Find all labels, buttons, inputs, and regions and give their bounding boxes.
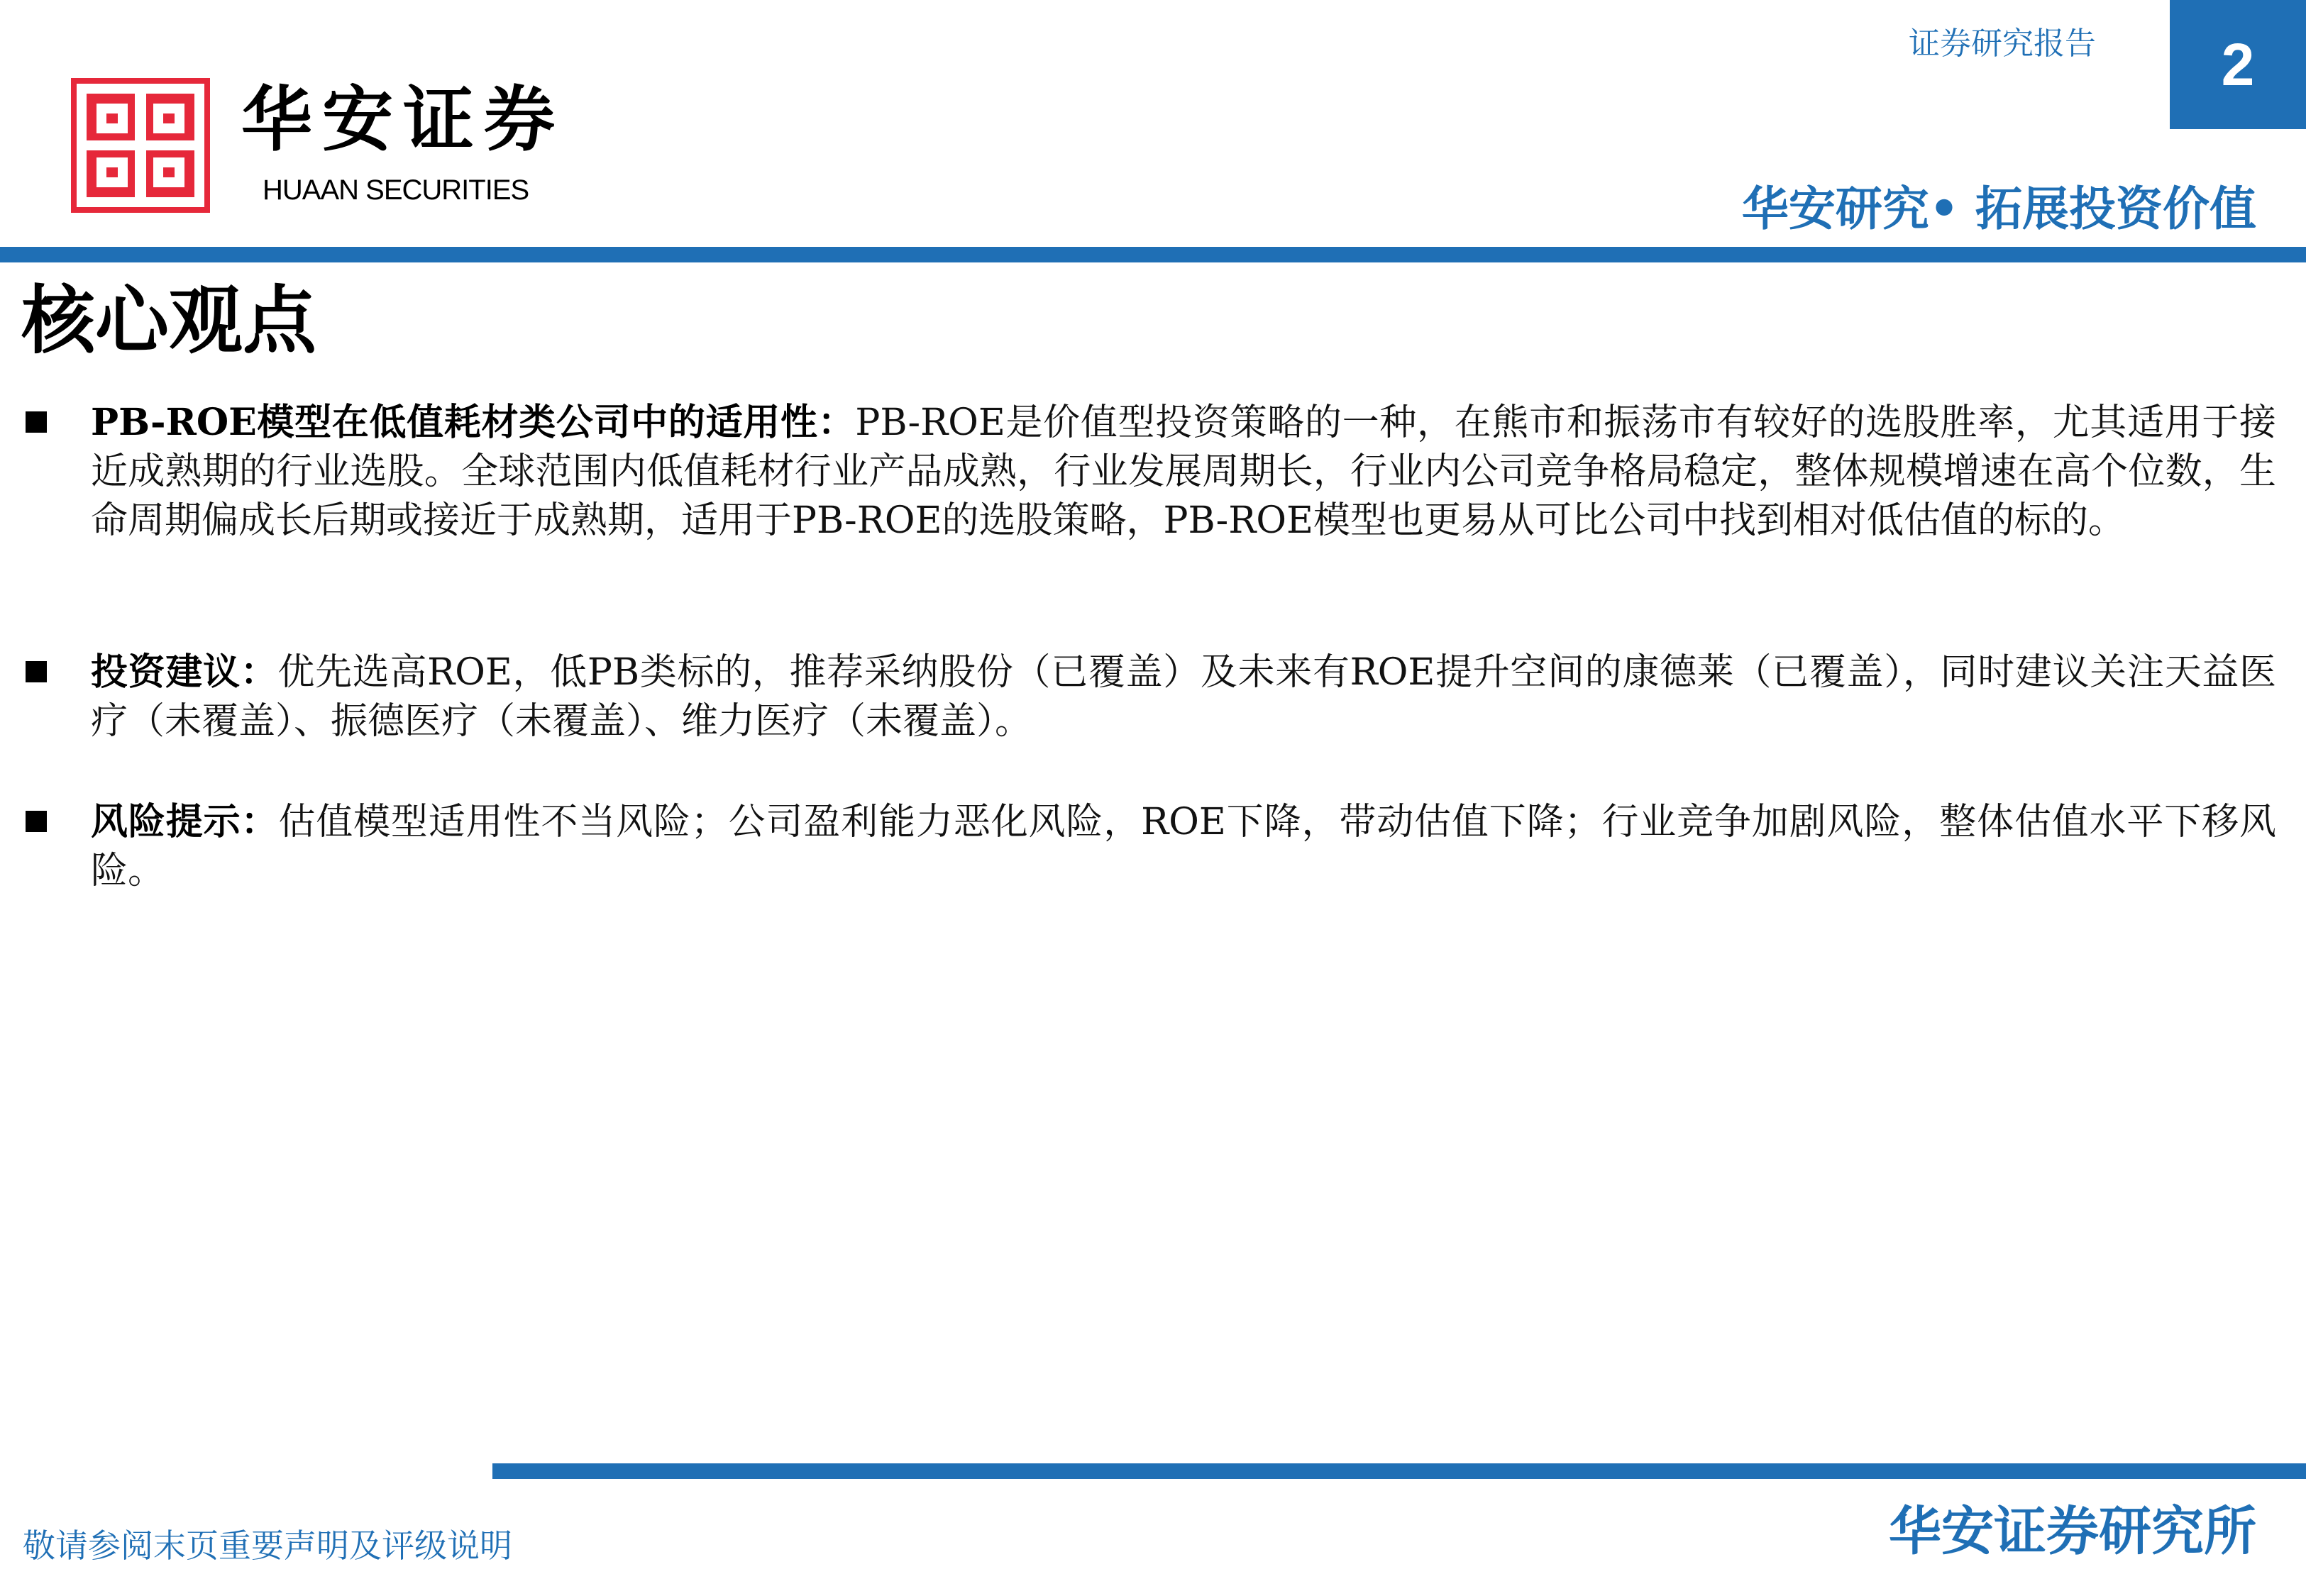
logo-mark [71,78,210,213]
bullet-square-icon [26,411,47,433]
bullet-separator: ： [240,650,278,694]
header-slogan: 华安研究• 拓展投资价值 [1741,182,2256,236]
footer-disclaimer: 敬请参阅末页重要声明及评级说明 [23,1526,512,1565]
bullet-text: 优先选高ROE，低PB类标的，推荐采纳股份（已覆盖）及未来有ROE提升空间的康德莱（已覆盖），同时建议关注天益医疗（未覆盖）、振德医疗（未覆盖）、维力医疗（未覆盖）。 [91,651,2276,743]
bullet-text: PB-ROE是价值型投资策略的一种，在熊市和振荡市有较好的选股胜率，尤其适用于接近成熟期的行业选股。全球范围内低值耗材行业产品成熟，行业发展周期长，行业内公司竞争格局稳定，整体规模增速在高个位数，生命周期偏成长后期或接近于成熟期，适用于PB-ROE的选股策略，PB-ROE模型也更易从可比公司中找到相对低估值的标的。 [91,401,2276,542]
page-number-badge: 2 [2170,0,2306,129]
bullet-separator: ： [241,800,279,843]
page-title: 核心观点 [21,277,317,364]
huaan-logo-icon [71,78,210,213]
bullet-separator: ： [817,401,856,444]
footer-divider [492,1463,2306,1479]
bullet-lead: 风险提示 [91,800,241,843]
bullet-lead: 投资建议 [91,650,241,694]
bullet-paragraph-investment [91,648,2276,746]
report-type-label: 证券研究报告 [1909,26,2096,62]
bullet-paragraph-pbroe [91,398,2276,545]
header-divider [0,247,2306,262]
footer-brand: 华安证券研究所 [1889,1501,2256,1562]
logo-chinese-name: 华安证券 [241,77,565,161]
bullet-paragraph-risk [91,797,2276,896]
bullet-text: 估值模型适用性不当风险；公司盈利能力恶化风险，ROE下降，带动估值下降；行业竞争加剧风险，整体估值水平下移风险。 [91,801,2276,892]
logo-english-name: HUAAN SECURITIES [263,174,529,206]
bullet-square-icon [26,811,47,832]
bullet-square-icon [26,661,47,682]
bullet-lead: PB-ROE模型在低值耗材类公司中的适用性 [91,401,818,444]
